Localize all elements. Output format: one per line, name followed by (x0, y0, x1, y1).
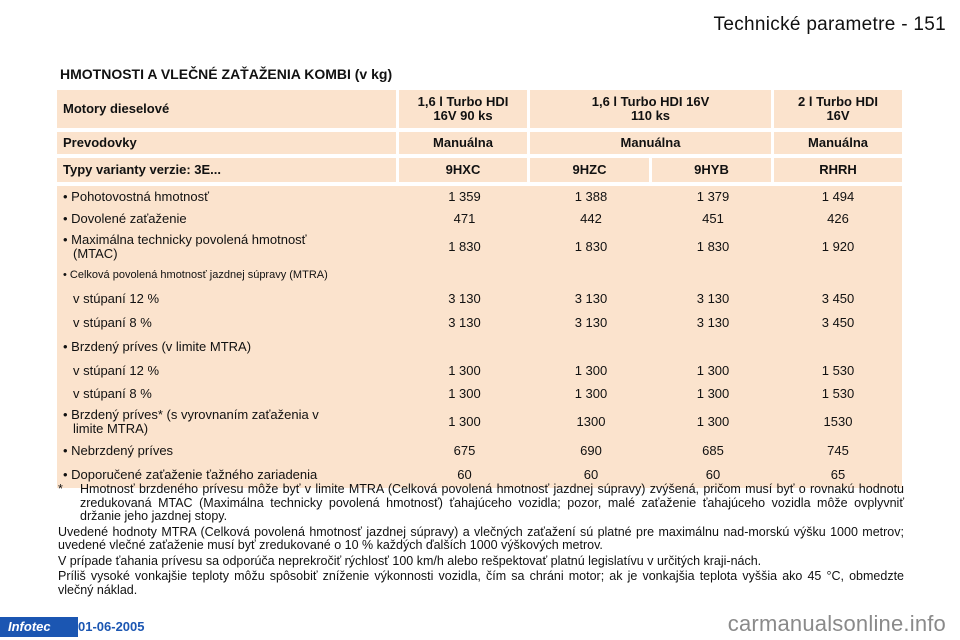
engine-1-line-1: 1,6 l Turbo HDI (417, 94, 509, 109)
cell-value: 1530 (774, 405, 902, 439)
footnote-marker: * (58, 482, 63, 496)
cell-value: 442 (530, 208, 652, 230)
row-label-line-1: • Brzdený príves* (s vyrovnaním zaťaženia v (63, 407, 319, 422)
page-header-title: Technické parametre - 151 (713, 14, 946, 35)
table-row (57, 286, 902, 311)
cell-value (774, 335, 902, 359)
cell-value: 1 830 (652, 230, 774, 264)
variants-row (57, 158, 902, 182)
section-title: HMOTNOSTI A VLEČNÉ ZAŤAŽENIA KOMBI (v kg) (60, 66, 393, 82)
cell-value: 745 (774, 439, 902, 462)
cell-value: 1 300 (652, 359, 774, 382)
engine-3-line-1: 2 l Turbo HDI (798, 94, 878, 109)
gearbox-row (57, 132, 902, 154)
row-label-line-1: • Maximálna technicky povolená hmotnosť (63, 232, 307, 247)
row-label: • Nebrzdený príves (57, 439, 399, 462)
engine-2-line-1: 1,6 l Turbo HDI 16V (591, 94, 710, 109)
weights-table-container (57, 90, 902, 488)
cell-value: 1 494 (774, 186, 902, 208)
cell-value: 1300 (530, 405, 652, 439)
gearbox-2: Manuálna (530, 132, 774, 154)
gearbox-label: Prevodovky (57, 132, 399, 154)
table-row (57, 359, 902, 382)
table-row (57, 186, 902, 208)
cell-value (530, 264, 652, 286)
cell-value: 1 530 (774, 359, 902, 382)
cell-value: 1 300 (652, 382, 774, 405)
engine-1-line-2: 16V 90 ks (433, 108, 493, 123)
footnote-text: Hmotnosť brzdeného prívesu môže byť v limite MTRA (Celková povolená hmotnosť jazdnej súpravy) zvýšená, pričom musí byť o rovnakú hodnotu zredukovaná MTAC (Maximálna technicky povolená hmotnosť) ťahajúceho vozidla; pozor, malé zaťaženie ťahajúceho vozidla môže ovplyvniť držanie jeho jazdnej stopy. (80, 482, 904, 523)
row-label-line-2: (MTAC) (73, 246, 118, 261)
variant-1: 9HXC (399, 158, 530, 182)
cell-value (652, 264, 774, 286)
cell-value: 3 130 (530, 286, 652, 311)
table-row (57, 264, 902, 286)
cell-value: 1 300 (652, 405, 774, 439)
cell-value: 426 (774, 208, 902, 230)
variant-4: RHRH (774, 158, 902, 182)
table-row (57, 382, 902, 405)
cell-value: 1 300 (530, 359, 652, 382)
cell-value (399, 264, 530, 286)
cell-value: 1 830 (399, 230, 530, 264)
row-label: v stúpaní 12 % (57, 359, 399, 382)
row-label: • Dovolené zaťaženie (57, 208, 399, 230)
cell-value: 1 300 (399, 382, 530, 405)
cell-value: 1 830 (530, 230, 652, 264)
note-paragraph: Uvedené hodnoty MTRA (Celková povolená hmotnosť jazdnej súpravy) a vlečných zaťažení sú platné pre maximálnu nad-morskú výšku 1000 metrov; uvedené vlečné zaťaženie musí byť zredukované o 10 % každých ďalších 1000 výškových metrov. (58, 524, 904, 552)
engines-row (57, 90, 902, 128)
cell-value: 60 (530, 462, 652, 488)
table-row (57, 230, 902, 264)
footer-date: 01-06-2005 (78, 619, 145, 634)
variants-label: Typy varianty verzie: 3E... (57, 158, 399, 182)
notes-section (58, 483, 904, 597)
cell-value (652, 335, 774, 359)
cell-value: 3 130 (399, 311, 530, 335)
variant-2: 9HZC (530, 158, 652, 182)
cell-value: 685 (652, 439, 774, 462)
cell-value: 3 450 (774, 311, 902, 335)
engine-2 (530, 90, 774, 128)
cell-value: 3 130 (530, 311, 652, 335)
cell-value: 1 379 (652, 186, 774, 208)
cell-value: 1 359 (399, 186, 530, 208)
engine-2-line-2: 110 ks (630, 108, 671, 123)
gearbox-3: Manuálna (774, 132, 902, 154)
cell-value: 690 (530, 439, 652, 462)
table-row (57, 405, 902, 439)
cell-value: 65 (774, 462, 902, 488)
cell-value: 3 450 (774, 286, 902, 311)
row-label: v stúpaní 12 % (57, 286, 399, 311)
note-paragraph: V prípade ťahania prívesu sa odporúča neprekročiť rýchlosť 100 km/h alebo rešpektovať platnú legislatívu v určitých kraji-nách. (58, 553, 762, 568)
table-row (57, 335, 902, 359)
infotec-logo: Infotec (0, 617, 78, 637)
cell-value: 1 300 (399, 405, 530, 439)
variant-3: 9HYB (652, 158, 774, 182)
engine-3 (774, 90, 902, 128)
row-label: • Brzdený príves (v limite MTRA) (57, 335, 399, 359)
cell-value: 675 (399, 439, 530, 462)
cell-value: 451 (652, 208, 774, 230)
table-row (57, 208, 902, 230)
row-label: • Celková povolená hmotnosť jazdnej súpravy (MTRA) (57, 264, 399, 286)
cell-value: 1 388 (530, 186, 652, 208)
cell-value: 1 530 (774, 382, 902, 405)
engine-1 (399, 90, 530, 128)
cell-value: 3 130 (652, 311, 774, 335)
cell-value: 1 300 (530, 382, 652, 405)
note-paragraph: Príliš vysoké vonkajšie teploty môžu spôsobiť zníženie výkonnosti vozidla, čím sa chráni motor; ak je vonkajšia teplota vyššia ako 45 °C, obmedzte vlečný náklad. (58, 569, 904, 597)
cell-value: 1 920 (774, 230, 902, 264)
cell-value: 3 130 (652, 286, 774, 311)
row-label: • Pohotovostná hmotnosť (57, 186, 399, 208)
cell-value (530, 335, 652, 359)
engines-label: Motory dieselové (57, 90, 399, 128)
row-label (57, 230, 399, 264)
engine-3-line-2: 16V (826, 108, 850, 123)
table-row (57, 311, 902, 335)
cell-value (399, 335, 530, 359)
watermark: carmanualsonline.info (727, 611, 946, 636)
row-label: • Doporučené zaťaženie ťažného zariadenia (57, 462, 399, 488)
table-row (57, 439, 902, 462)
gearbox-1: Manuálna (399, 132, 530, 154)
cell-value (774, 264, 902, 286)
row-label: v stúpaní 8 % (57, 311, 399, 335)
row-label (57, 405, 399, 439)
cell-value: 471 (399, 208, 530, 230)
cell-value: 60 (652, 462, 774, 488)
footnote (58, 483, 904, 524)
cell-value: 3 130 (399, 286, 530, 311)
weights-table (57, 90, 902, 488)
row-label: v stúpaní 8 % (57, 382, 399, 405)
cell-value: 60 (399, 462, 530, 488)
cell-value: 1 300 (399, 359, 530, 382)
row-label-line-2: limite MTRA) (73, 421, 149, 436)
